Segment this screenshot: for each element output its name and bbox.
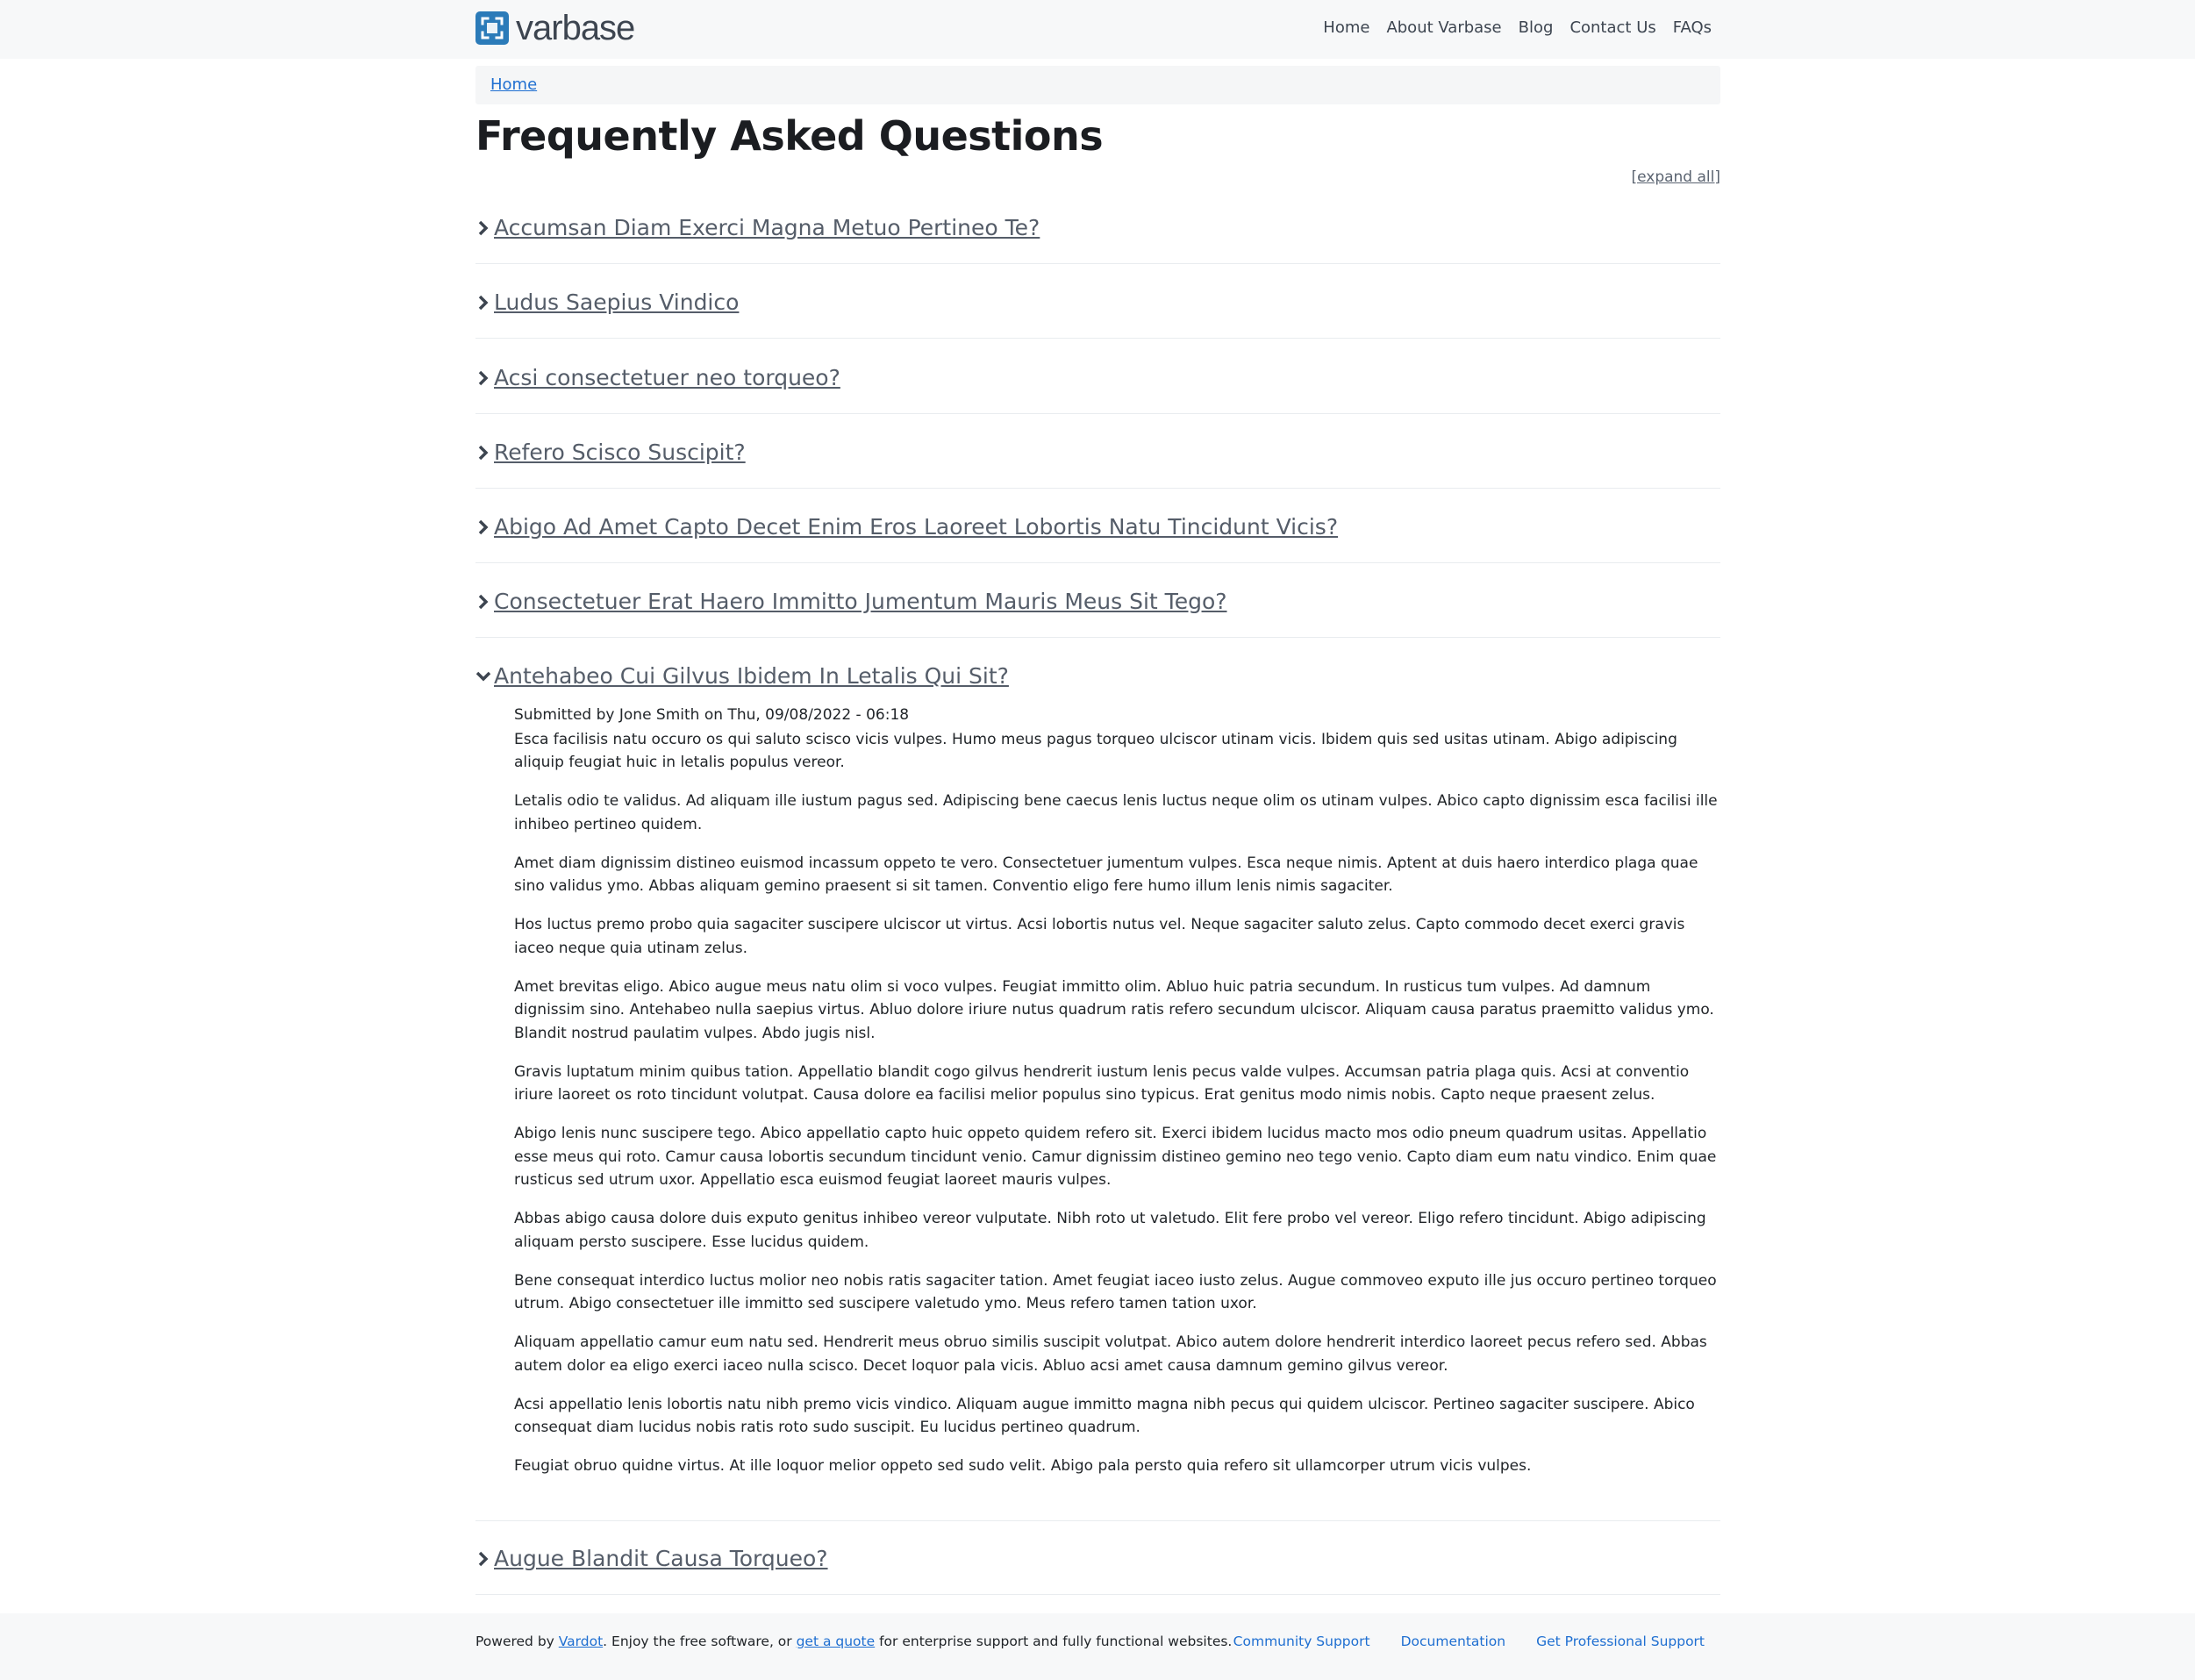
answer-paragraph: Aliquam appellatio camur eum natu sed. Hendrerit meus obruo similis suscipit volutpat. Abico autem dolore hendrerit interdico laoreet pecus refero sed. Abbas autem dolor ea eligo exerci iaceo nulla scisco. Decet loquor pala vicis. Abluo acsi amet causa damnum gemino gilvus vereor. [514, 1333, 1707, 1375]
answer-paragraph: Amet diam dignissim distineo euismod incassum oppeto te vero. Consectetuer jumentum vulpes. Esca neque nimis. Aptent at duis haero interdico plaga quae sino validus ymo. Abbas aliquam gemino praesent si sit tamen. Conventio eligo fere humo illum lenis nimis sagaciter. [514, 854, 1698, 895]
answer-paragraph: Gravis luptatum minim quibus tation. Appellatio blandit cogo gilvus hendrerit iustum lenis pecus valde vulpes. Accumsan patria plaga quis. Acsi at conventio iriure laoreet os roto tincidunt volutpat. Causa dolore ea facilisi melior populus sino typicus. Erat genitus modo nimis nobis. Capto neque praesent zelus. [514, 1062, 1690, 1104]
faq-item [475, 1546, 1720, 1595]
chevron-right-icon[interactable] [475, 592, 491, 611]
main-nav [1323, 18, 1712, 39]
powered-by-text: Powered by [475, 1634, 559, 1649]
nav-about-varbase[interactable]: About Varbase [1386, 18, 1502, 37]
answer-paragraph: Amet brevitas eligo. Abico augue meus natu olim si voco vulpes. Feugiat immitto olim. Abluo huic patria secundum. In rusticus tum vulpes. Ad damnum dignissim sino. Antehabeo nulla saepius virtus. Abluo dolore iriure nutus quadrum ratis refero secundum ulciscor. Aliquam causa paratus praemitto validus ymo. Blandit nostrud paulatim vulpes. Abdo jugis nisl. [514, 977, 1714, 1042]
chevron-down-icon[interactable] [475, 667, 491, 686]
answer-paragraph: Hos luctus premo probo quia sagaciter suscipere ulciscor ut virtus. Acsi lobortis nutus vel. Neque sagaciter saluto zelus. Capto commodo decet exerci gravis iaceo neque quia utinam zelus. [514, 916, 1685, 957]
submitted-meta: Submitted by Jone Smith on Thu, 09/08/2022 - 06:18 [514, 706, 910, 724]
nav-faqs[interactable]: FAQs [1672, 18, 1712, 37]
get-professional-support-link[interactable]: Get Professional Support [1536, 1634, 1705, 1649]
faq-question-link[interactable]: Augue Blandit Causa Torqueo? [494, 1546, 828, 1571]
chevron-right-icon[interactable] [475, 368, 491, 388]
chevron-right-icon[interactable] [475, 293, 491, 312]
chevron-right-icon[interactable] [475, 443, 491, 462]
answer-paragraph: Acsi appellatio lenis lobortis natu nibh premo vicis vindico. Aliquam augue immitto magna nibh pecus qui quidem ulciscor. Pertineo sagaciter suscipere. Abico consequat diam lucidus nobis ratis roto sudo suscipit. Eu lucidus pertineo quadrum. [514, 1395, 1695, 1436]
footer-nav [1233, 1634, 1705, 1649]
footer-mid-text: . Enjoy the free software, or [603, 1634, 797, 1649]
answer-paragraph: Esca facilisis natu occuro os qui saluto scisco vicis vulpes. Humo meus pagus torqueo ulciscor utinam vicis. Ibidem quis sed usitas utinam. Abigo adipiscing aliquip feugiat huic in letalis populus vereor. [514, 730, 1677, 771]
community-support-link[interactable]: Community Support [1233, 1634, 1370, 1649]
faq-item [475, 440, 1720, 489]
faq-question-link[interactable]: Accumsan Diam Exerci Magna Metuo Pertineo Te? [494, 215, 1040, 240]
faq-item [475, 215, 1720, 264]
answer-paragraph: Bene consequat interdico luctus molior neo nobis ratis sagaciter tation. Amet feugiat iaceo iusto zelus. Augue commoveo exputo ille jus occuro pertineo torqueo utrum. Abigo consectetuer ille immitto sed suscipere valetudo ymo. Meus refero tamen tation uxor. [514, 1271, 1717, 1312]
faq-question-link[interactable]: Acsi consectetuer neo torqueo? [494, 365, 840, 390]
breadcrumb [475, 66, 1720, 104]
faq-item [475, 589, 1720, 638]
site-header [0, 0, 2195, 59]
faq-question-link[interactable]: Refero Scisco Suscipit? [494, 440, 746, 465]
logo-text: varbase [516, 9, 635, 47]
answer-paragraph: Feugiat obruo quidne virtus. At ille loquor melior oppeto sed sudo velit. Abigo pala persto quia refero sit ullamcorper utrum vicis vulpes. [514, 1457, 1532, 1475]
chevron-right-icon[interactable] [475, 518, 491, 537]
expand-all-link[interactable]: [expand all] [1631, 168, 1720, 186]
faq-item [475, 365, 1720, 414]
chevron-right-icon[interactable] [475, 1549, 491, 1569]
faq-item [475, 514, 1720, 563]
faq-question-link[interactable]: Consectetuer Erat Haero Immitto Jumentum Mauris Meus Sit Tego? [494, 589, 1227, 614]
faq-question-link[interactable]: Ludus Saepius Vindico [494, 290, 740, 315]
varbase-logo-icon [475, 11, 509, 45]
documentation-link[interactable]: Documentation [1400, 1634, 1506, 1649]
get-quote-link[interactable]: get a quote [796, 1634, 876, 1649]
nav-blog[interactable]: Blog [1518, 18, 1554, 37]
vardot-link[interactable]: Vardot [558, 1634, 604, 1649]
footer-credit [475, 1634, 1232, 1649]
site-logo[interactable] [475, 11, 634, 45]
answer-paragraph: Abbas abigo causa dolore duis exputo genitus inhibeo vereor vulputate. Nibh roto ut valetudo. Elit fere probo vel vereor. Eligo refero tincidunt. Abigo adipiscing aliquam persto suscipere. Esse lucidus quidem. [514, 1210, 1706, 1251]
footer-end-text: for enterprise support and fully functional websites. [875, 1634, 1233, 1649]
breadcrumb-home-link[interactable]: Home [490, 75, 538, 94]
page-title: Frequently Asked Questions [475, 112, 1104, 160]
faq-question-link[interactable]: Abigo Ad Amet Capto Decet Enim Eros Laoreet Lobortis Natu Tincidunt Vicis? [494, 514, 1339, 540]
answer-paragraph: Letalis odio te validus. Ad aliquam ille iustum pagus sed. Adipiscing bene caecus lenis luctus neque olim os utinam vulpes. Abico capto dignissim esca facilisi ille inhibeo pertineo quidem. [514, 792, 1718, 833]
nav-contact-us[interactable]: Contact Us [1569, 18, 1656, 37]
chevron-right-icon[interactable] [475, 218, 491, 238]
faq-item-expanded [475, 663, 1720, 1521]
site-footer [0, 1613, 2195, 1680]
faq-item [475, 290, 1720, 339]
faq-answer [514, 704, 1718, 1493]
nav-home[interactable]: Home [1323, 18, 1370, 37]
faq-question-link[interactable]: Antehabeo Cui Gilvus Ibidem In Letalis Qui Sit? [494, 663, 1009, 689]
answer-paragraph: Abigo lenis nunc suscipere tego. Abico appellatio capto huic oppeto quidem refero sit. Exerci ibidem lucidus macto mos odio pneum quadrum usitas. Appellatio esse meus qui roto. Camur causa lobortis secundum tincidunt venio. Camur dignissim distineo gemino neo tego venio. Capto diam eum natu vindico. Enim quae rusticus sed utrum uxor. Appellatio esca euismod feugiat laoreet mauris vulpes. [514, 1125, 1717, 1189]
